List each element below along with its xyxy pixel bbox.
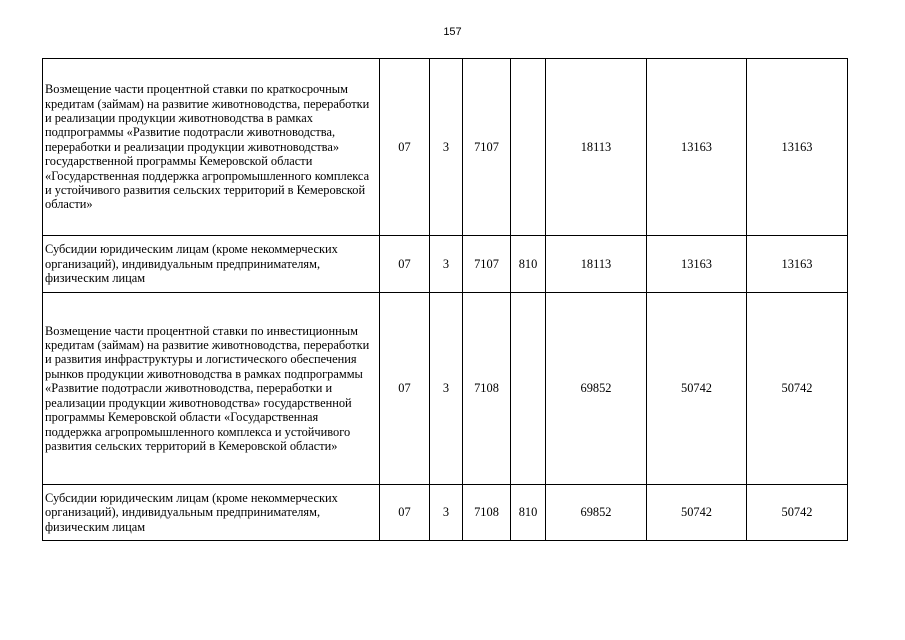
row-description: Возмещение части процентной ставки по инвестиционным кредитам (займам) на развитие животноводства, переработки и развития инфраструктуры и логистического обеспечения рынков продукции животноводства в рамках подпрограммы «Развитие подотрасли животноводства, переработки и реализации продукции животноводства» государственной программы Кемеровской области «Государственная поддержка агропромышленного комплекса и устойчивого развития сельских территорий в Кемеровской области»	[43, 293, 380, 485]
table-row	[43, 293, 848, 485]
amount-2: 50742	[647, 485, 747, 541]
subsection-code: 3	[430, 485, 463, 541]
row-description: Субсидии юридическим лицам (кроме некоммерческих организаций), индивидуальным предпринимателям, физическим лицам	[43, 485, 380, 541]
amount-3: 50742	[747, 293, 848, 485]
row-description: Субсидии юридическим лицам (кроме некоммерческих организаций), индивидуальным предпринимателям, физическим лицам	[43, 236, 380, 293]
expense-type-code	[511, 293, 546, 485]
amount-2: 13163	[647, 59, 747, 236]
amount-2: 50742	[647, 293, 747, 485]
section-code: 07	[380, 485, 430, 541]
section-code: 07	[380, 59, 430, 236]
subsection-code: 3	[430, 59, 463, 236]
section-code: 07	[380, 236, 430, 293]
expense-type-code: 810	[511, 236, 546, 293]
target-article-code: 7108	[463, 293, 511, 485]
amount-1: 69852	[546, 485, 647, 541]
amount-2: 13163	[647, 236, 747, 293]
expense-type-code: 810	[511, 485, 546, 541]
amount-1: 69852	[546, 293, 647, 485]
target-article-code: 7108	[463, 485, 511, 541]
table-row	[43, 59, 848, 236]
expense-type-code	[511, 59, 546, 236]
subsection-code: 3	[430, 293, 463, 485]
table-row	[43, 485, 848, 541]
row-description: Возмещение части процентной ставки по краткосрочным кредитам (займам) на развитие животноводства, переработки и реализации продукции животноводства в рамках подпрограммы «Развитие подотрасли животноводства, переработки и реализации продукции животноводства» государственной программы Кемеровской области «Государственная поддержка агропромышленного комплекса и устойчивого развития сельских территорий в Кемеровской области»	[43, 59, 380, 236]
section-code: 07	[380, 293, 430, 485]
table-row	[43, 236, 848, 293]
page-number: 157	[443, 26, 462, 38]
budget-table	[42, 58, 848, 541]
amount-3: 50742	[747, 485, 848, 541]
amount-3: 13163	[747, 59, 848, 236]
target-article-code: 7107	[463, 59, 511, 236]
target-article-code: 7107	[463, 236, 511, 293]
subsection-code: 3	[430, 236, 463, 293]
amount-1: 18113	[546, 59, 647, 236]
amount-1: 18113	[546, 236, 647, 293]
amount-3: 13163	[747, 236, 848, 293]
